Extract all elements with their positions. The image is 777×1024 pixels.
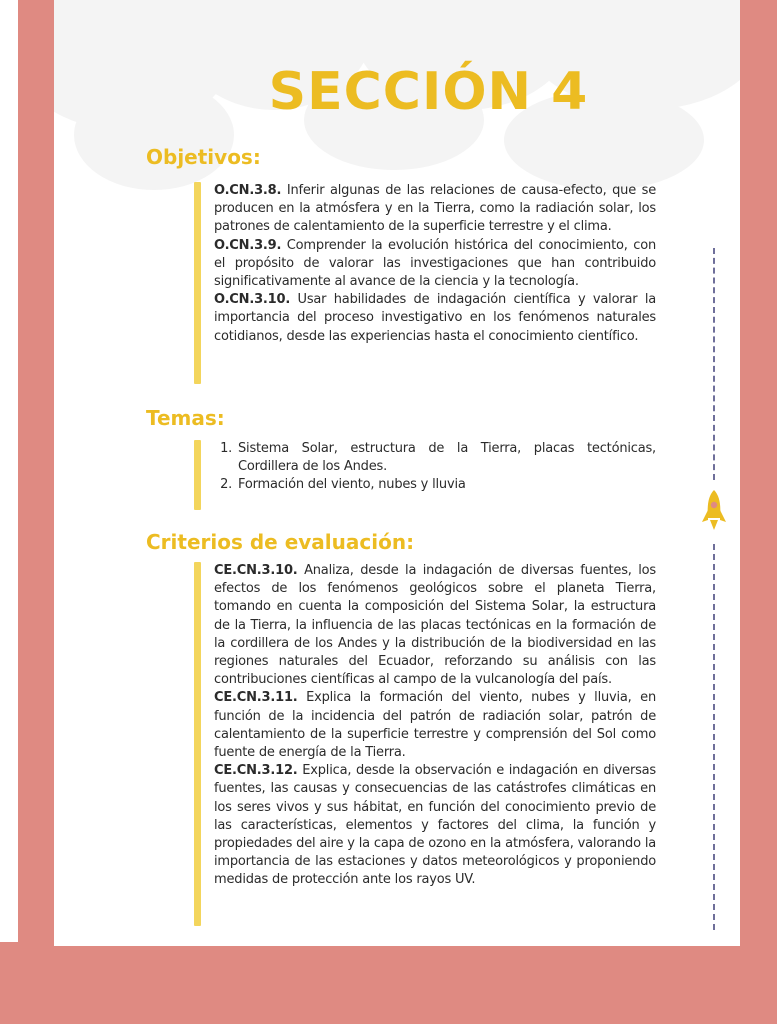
objetivo-code: O.CN.3.8.: [214, 183, 282, 198]
rocket-icon: [700, 488, 728, 536]
objetivo-text: Usar habilidades de indagación científica y valorar la importancia del proceso investigativo en los fenómenos naturales cotidianos, desde las experiencias hasta el conocimiento científico.: [214, 292, 656, 344]
tema-item: 1. Sistema Solar, estructura de la Tierra, placas tectónicas, Cordillera de los Andes.: [236, 440, 656, 476]
criterios-block: [194, 562, 656, 926]
section-title: SECCIÓN 4: [268, 62, 589, 122]
objetivos-block: [194, 182, 656, 384]
criterio-item: [214, 562, 656, 689]
temas-heading: Temas:: [146, 406, 225, 430]
criterio-code: CE.CN.3.12.: [214, 763, 298, 779]
temas-list: [214, 440, 656, 495]
criterio-code: CE.CN.3.11.: [214, 690, 298, 706]
accent-bar: [194, 562, 201, 926]
criterio-text: Explica la formación del viento, nubes y lluvia, en función de la incidencia del patrón de radiación solar, patrón de calentamiento de la superficie terrestre y comprensión del Sol como fuente de energía de la Tierra.: [214, 690, 656, 761]
objetivo-item: [214, 237, 656, 292]
dashed-line-lower: [713, 544, 715, 930]
temas-text: [214, 440, 656, 495]
criterio-text: Explica, desde la observación e indagación en diversas fuentes, las causas y consecuencias de las catástrofes climáticas en los seres vivos y sus hábitat, en función del conocimiento previo de las características, elementos y factores del clima, la función y propiedades del aire y la capa de ozono en la atmósfera, valorando la importancia de las estaciones y datos meteorológicos y proponiendo medidas de protección ante los rayos UV.: [214, 763, 656, 888]
frame-bottom: [18, 946, 777, 1024]
objetivos-text: [214, 182, 656, 346]
tema-item: 2. Formación del viento, nubes y lluvia: [236, 476, 656, 494]
criterio-text: Analiza, desde la indagación de diversas fuentes, los efectos de los fenómenos geológicos sobre el planeta Tierra, tomando en cuenta la composición del Sistema Solar, la estructura de la Tierra, la influencia de las placas tectónicas en la formación de la cordillera de los Andes y la distribución de la biodiversidad en las regiones naturales del Ecuador, reforzando su análisis con las contribuciones científicas al campo de la vulcanología del país.: [214, 563, 656, 688]
accent-bar: [194, 182, 201, 384]
criterio-item: [214, 689, 656, 762]
objetivo-code: O.CN.3.9.: [214, 237, 282, 253]
temas-block: [194, 440, 656, 510]
objetivo-text: Comprender la evolución histórica del conocimiento, con el propósito de valorar las investigaciones que han contribuido significativamente al avance de la ciencia y la tecnología.: [214, 237, 656, 290]
objetivo-code: O.CN.3.10.: [214, 292, 291, 308]
frame-edge-strip: [0, 942, 18, 1024]
criterio-code: CE.CN.3.10.: [214, 563, 298, 578]
objetivos-heading: Objetivos:: [146, 145, 261, 169]
objetivo-item: [214, 291, 656, 346]
objetivo-item: [214, 182, 656, 237]
dashed-line-upper: [713, 248, 715, 480]
frame-left: [18, 0, 54, 1024]
criterios-text: [214, 562, 656, 890]
criterio-item: [214, 762, 656, 889]
accent-bar: [194, 440, 201, 510]
objetivo-text: Inferir algunas de las relaciones de causa-efecto, que se producen en la atmósfera y en la Tierra, como la radiación solar, los patrones de calentamiento de la superficie terrestre y el clima.: [214, 183, 656, 235]
criterios-heading: Criterios de evaluación:: [146, 530, 415, 554]
